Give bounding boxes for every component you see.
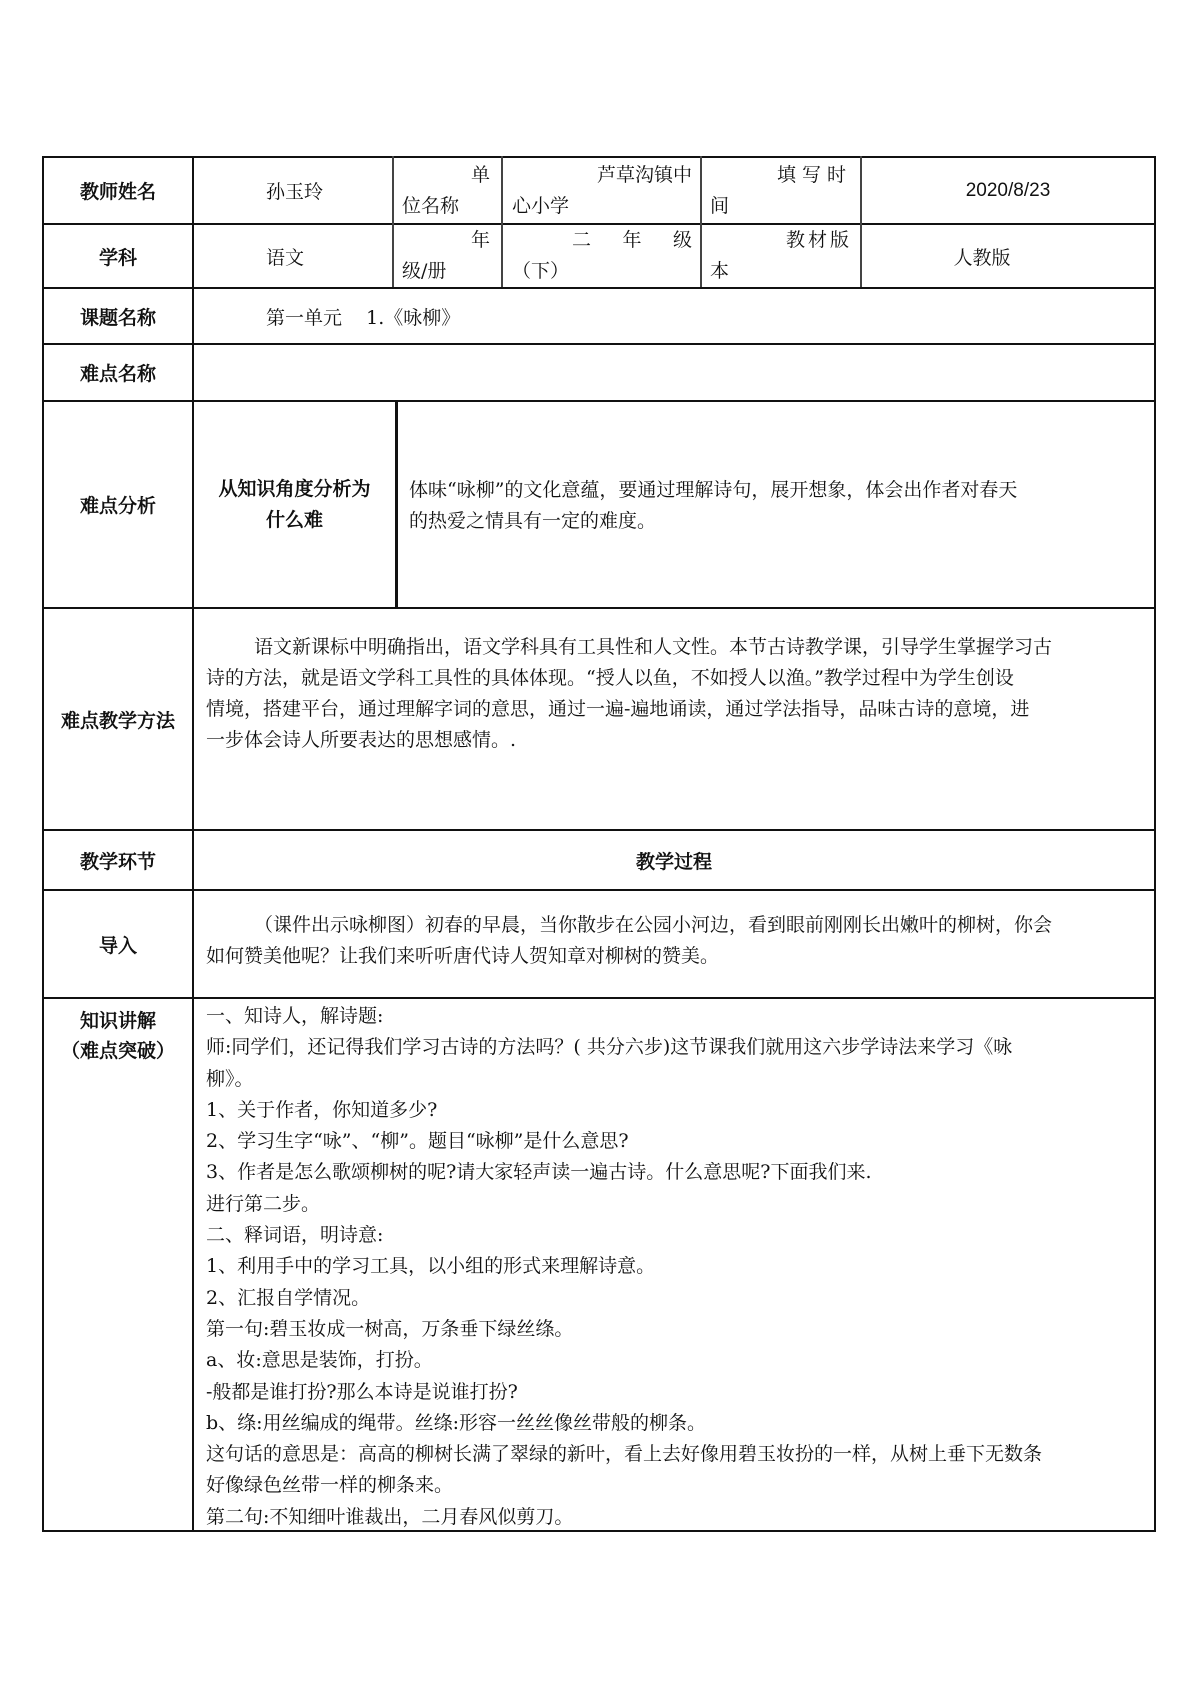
list-item: 第二句:不知细叶谁裁出，二月春风似剪刀。 [206,1505,574,1528]
list-item: 第一句:碧玉妆成一树高，万条垂下绿丝绦。 [206,1317,574,1340]
header-column-divider [501,156,503,287]
topic-label: 课题名称 [79,306,156,329]
knowledge-text [206,1001,1146,1533]
grade-label: 年 级/册 [402,229,490,282]
row-divider [42,889,1156,891]
list-item: 2、学习生字“咏”、“柳”。题目“咏柳”是什么意思? [206,1130,629,1153]
table-border-right [1154,156,1156,1532]
subject-value: 语文 [266,246,305,269]
knowledge-label: 知识讲解 （难点突破） [60,1010,175,1062]
analysis-label: 难点分析 [79,495,156,517]
topic-value: 第一单元 1.《咏柳》 [266,306,461,329]
analysis-sub-label: 从知识角度分析为 什么难 [218,477,371,531]
method-label: 难点教学方法 [60,709,175,732]
list-item: 2、汇报自学情况。 [206,1286,371,1309]
list-item: 3、作者是怎么歌颂柳树的呢?请大家轻声读一遍古诗。什么意思呢?下面我们来. [206,1161,872,1184]
list-item: -般都是谁打扮?那么本诗是说谁打扮? [206,1380,518,1403]
grade-value: 二 年 级 （下） [512,229,692,282]
row-divider [42,997,1156,999]
edition-label: 教材版 本 [710,229,852,282]
list-item: 柳》。 [206,1067,254,1090]
row-divider [42,343,1156,345]
list-item: 1、关于作者，你知道多少? [206,1098,438,1121]
header-column-divider [700,156,702,287]
fill-date-value: 2020/8/23 [965,179,1051,201]
teacher-name-label: 教师姓名 [79,181,156,203]
difficulty-label: 难点名称 [79,363,156,385]
list-item: 进行第二步。 [206,1192,321,1215]
list-item: a、妆:意思是装饰，打扮。 [206,1349,433,1372]
list-item: b、绦:用丝编成的绳带。丝绦:形容一丝丝像丝带般的柳条。 [206,1411,706,1434]
teacher-name-value: 孙玉玲 [266,181,324,203]
analysis-column-divider [395,400,398,607]
list-item: 一、知诗人，解诗题: [206,1005,384,1027]
list-item: 好像绿色丝带一样的柳条来。 [206,1474,454,1497]
list-item: 这句话的意思是：高高的柳树长满了翠绿的新叶，看上去好像用碧玉妆扮的一样，从树上垂下无数条 [206,1443,1043,1466]
process-heading: 教学过程 [635,850,712,873]
row-divider [42,607,1156,609]
unit-label: 单 位名称 [402,164,490,217]
intro-label: 导入 [98,934,137,957]
subject-label: 学科 [98,246,137,269]
process-step-label: 教学环节 [79,850,156,873]
edition-value: 人教版 [953,246,1011,269]
difficulty-value [206,357,1106,397]
list-item: 1、利用手中的学习工具，以小组的形式来理解诗意。 [206,1255,656,1278]
intro-text: （课件出示咏柳图）初春的早晨，当你散步在公园小河边，看到眼前刚刚长出嫩叶的柳树，你会 如何赞美他呢？让我们来听听唐代诗人贺知章对柳树的赞美。 [206,914,1053,967]
analysis-text: 体味“咏柳”的文化意蕴，要通过理解诗句，展开想象，体会出作者对春天 的热爱之情具有一定的难度。 [409,479,1018,532]
header-column-divider [392,156,394,287]
list-item: 二、释词语，明诗意: [206,1224,384,1247]
method-text: 语文新课标中明确指出，语文学科具有工具性和人文性。本节古诗教学课，引导学生掌握学习古 诗的方法，就是语文学科工具性的具体体现。“授人以鱼，不如授人以渔。”教学过程中为学生创设 情境，搭建平台，通过理解字词的意思，通过一遍-遍地诵读，通过学法指导，品味古诗的意境，进 一步体会诗人所要表达的思想感情。. [206,636,1053,751]
unit-value: 芦草沟镇中 心小学 [512,164,692,217]
list-item: 师:同学们，还记得我们学习古诗的方法吗？( 共分六步)这节课我们就用这六步学诗法来学习《咏 [206,1036,1013,1059]
fill-date-label: 填写时 间 [710,164,852,217]
